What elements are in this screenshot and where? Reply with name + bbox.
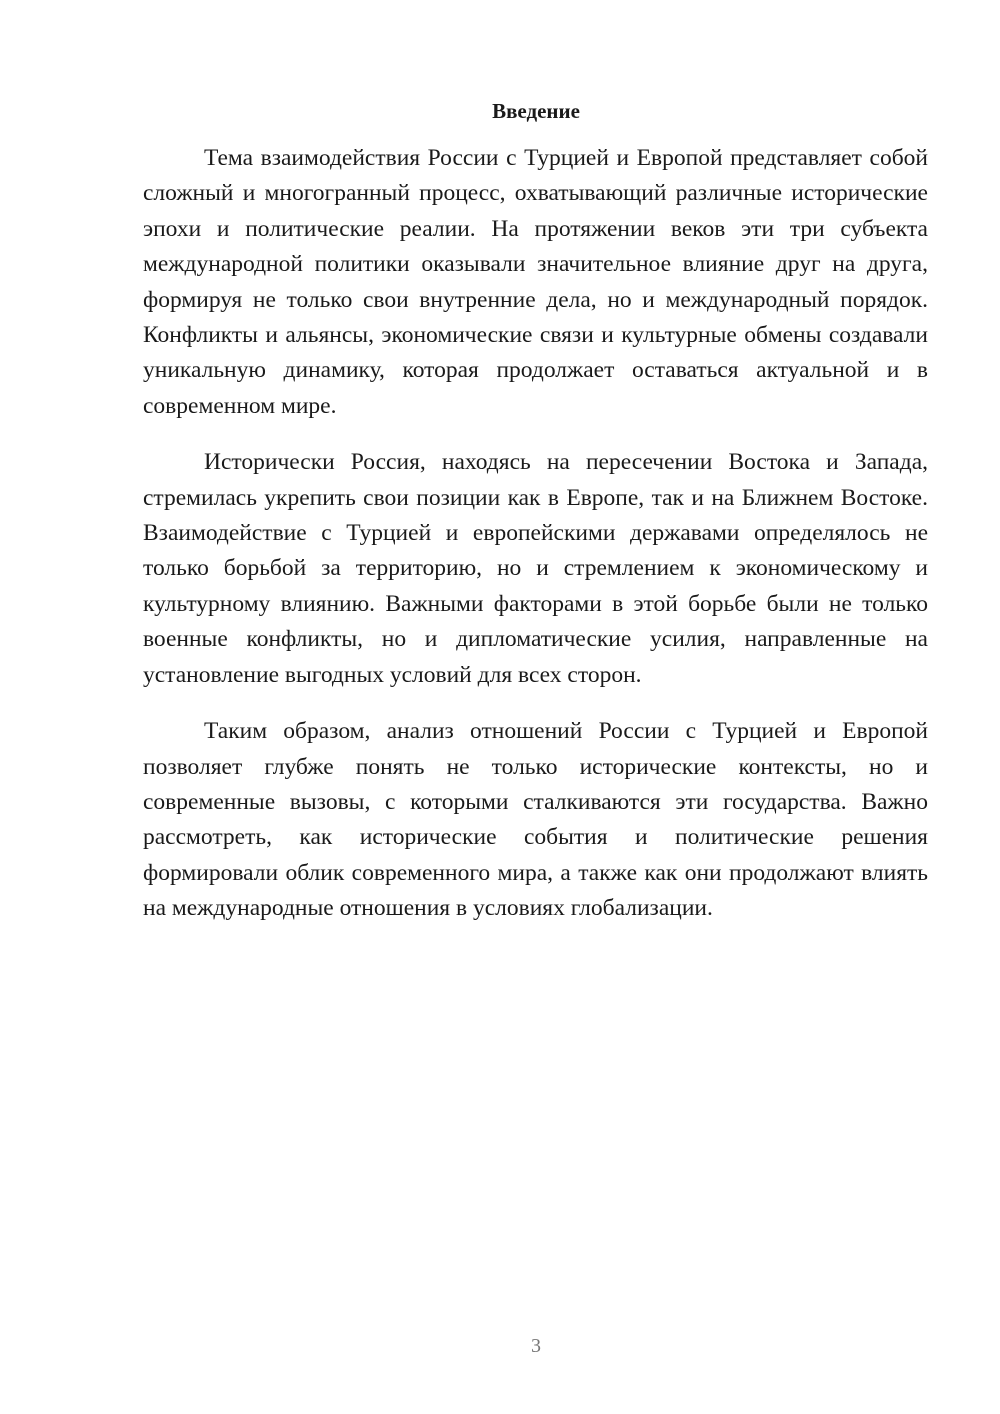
page-number: 3 bbox=[531, 1335, 541, 1357]
paragraph-2: Исторически Россия, находясь на пересечении Востока и Запада, стремилась укрепить свои позиции как в Европе, так и на Ближнем Востоке. Взаимодействие с Турцией и европейскими державами определялось не только борьбой за территорию, но и стремлением к экономическому и культурному влиянию. Важными факторами в этой борьбе были не только военные конфликты, но и дипломатические усилия, направленные на установление выгодных условий для всех сторон. bbox=[143, 449, 928, 688]
body-text bbox=[143, 141, 928, 927]
paragraph-3: Таким образом, анализ отношений России с Турцией и Европой позволяет глубже понять не только исторические контексты, но и современные вызовы, с которыми сталкиваются эти государства. Важно рассмотреть, как исторические события и политические решения формировали облик современного мира, а также как они продолжают влиять на международные отношения в условиях глобализации. bbox=[143, 718, 928, 922]
section-heading: Введение bbox=[492, 99, 580, 123]
paragraph-1: Тема взаимодействия России с Турцией и Европой представляет собой сложный и многогранный процесс, охватывающий различные исторические эпохи и политические реалии. На протяжении веков эти три субъекта международной политики оказывали значительное влияние друг на друга, формируя не только свои внутренние дела, но и международный порядок. Конфликты и альянсы, экономические связи и культурные обмены создавали уникальную динамику, которая продолжает оставаться актуальной и в современном мире. bbox=[143, 145, 928, 419]
